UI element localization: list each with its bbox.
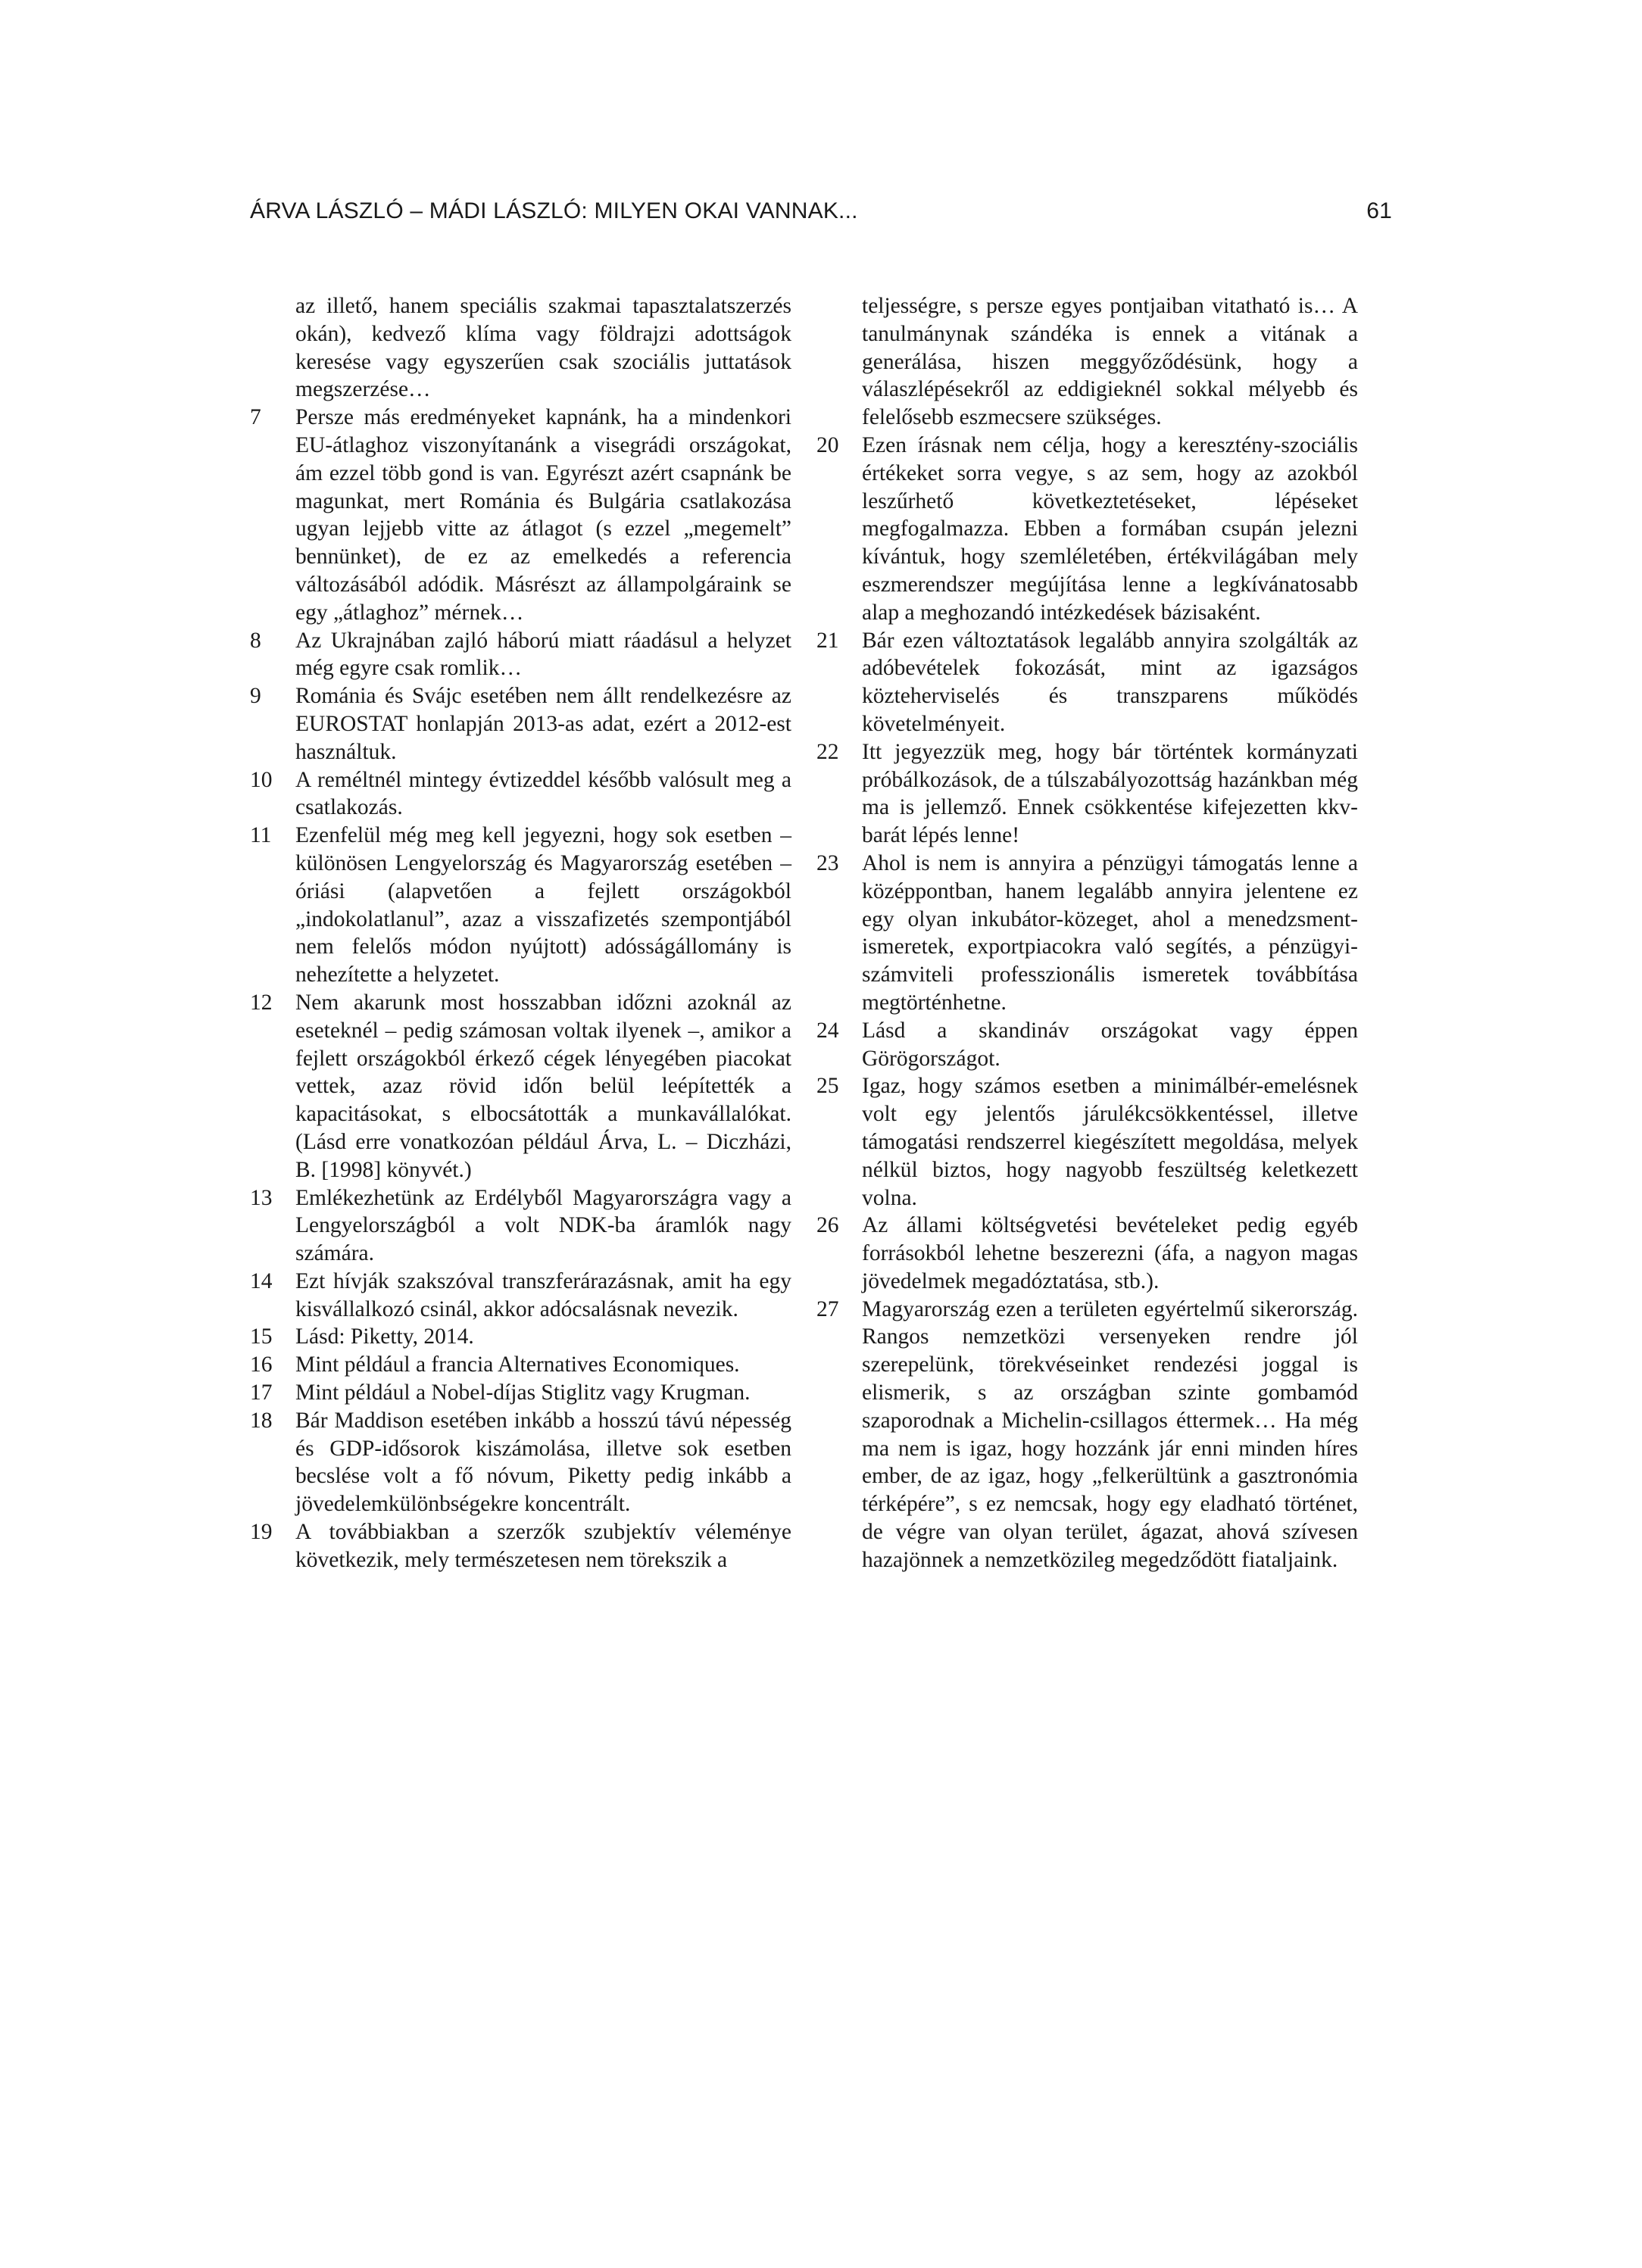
endnote-text: Itt jegyezzük meg, hogy bár történtek kormányzati próbálkozások, de a túlszabályozottság hazánkban még ma is jellemző. Ennek csökkentése kifejezetten kkv-barát lépés lenne!: [862, 739, 1358, 848]
endnote-23: [816, 850, 1358, 1017]
endnote-21: [816, 627, 1358, 738]
endnote-text: A reméltnél mintegy évtizeddel később valósult meg a csatlakozás.: [295, 767, 791, 820]
endnote-11: [250, 822, 791, 989]
endnote-text: Az Ukrajnában zajló háború miatt ráadásul a helyzet még egyre csak romlik…: [295, 628, 791, 681]
endnote-25: [816, 1072, 1358, 1212]
endnote-text: Magyarország ezen a területen egyértelmű sikerország. Rangos nemzetközi versenyeken rendre jól szerepelünk, törekvéseinket rendezési joggal is elismerik, s az országban szinte gombamód szaporodnak a Michelin-csillagos éttermek… Ha még ma nem is igaz, hogy hozzánk jár enni minden híres ember, de az igaz, hogy „felkerültünk a gasztronómia térképére”, s ez nemcsak, hogy egy eladható történet, de végre van olyan terület, ágazat, ahová szívesen hazajönnek a nemzetközileg megedződött fiataljaink.: [862, 1296, 1358, 1572]
endnote-number: 8: [250, 628, 261, 653]
endnote-7: [250, 404, 791, 626]
endnote-8: [250, 627, 791, 683]
endnote-number: 15: [250, 1324, 273, 1349]
endnote-number: 21: [816, 628, 839, 653]
endnote-number: 20: [816, 432, 839, 457]
endnote-number: 16: [250, 1352, 273, 1377]
endnote-10: [250, 766, 791, 822]
endnote-number: 26: [816, 1213, 839, 1238]
endnote-12: [250, 989, 791, 1184]
endnote-number: 22: [816, 739, 839, 764]
endnote-text: Emlékezhetünk az Erdélyből Magyarországra vagy a Lengyelországból a volt NDK-ba áramlók nagy számára.: [295, 1185, 791, 1266]
right-column: [816, 292, 1358, 1574]
endnote-number: 14: [250, 1268, 273, 1293]
endnote-text: A továbbiakban a szerzők szubjektív véleménye következik, mely természetesen nem törekszik a: [295, 1520, 791, 1572]
endnote-number: 7: [250, 405, 261, 430]
left-column: [250, 292, 791, 1574]
endnote-16: [250, 1351, 791, 1379]
endnote-number: 27: [816, 1296, 839, 1321]
endnote-number: 11: [250, 823, 272, 848]
endnote-number: 19: [250, 1520, 273, 1545]
endnote-9: [250, 682, 791, 766]
endnote-15: [250, 1323, 791, 1351]
endnote-number: 13: [250, 1185, 273, 1210]
endnote-22: [816, 738, 1358, 850]
endnote-number: 12: [250, 990, 273, 1015]
running-title: ÁRVA LÁSZLÓ – MÁDI LÁSZLÓ: MILYEN OKAI VANNAK...: [250, 198, 858, 223]
endnote-text: Ezt hívják szakszóval transzferárazásnak, amit ha egy kisvállalkozó csinál, akkor adócsalásnak nevezik.: [295, 1268, 791, 1321]
endnote-14: [250, 1268, 791, 1324]
endnote-continuation: [250, 292, 791, 404]
endnote-text: Románia és Svájc esetében nem állt rendelkezésre az EUROSTAT honlapján 2013-as adat, ezért a 2012-est használtuk.: [295, 684, 791, 764]
endnote-text: Bár Maddison esetében inkább a hosszú távú népesség és GDP-idősorok kiszámolása, illetve sok esetben becslése volt a fő nóvum, Piketty pedig inkább a jövedelemkülönbségekre koncentrált.: [295, 1408, 791, 1517]
page-header: [250, 198, 1392, 236]
endnote-number: 24: [816, 1018, 839, 1043]
endnote-13: [250, 1184, 791, 1268]
endnote-text: Lásd a skandináv országokat vagy éppen Görögországot.: [862, 1018, 1358, 1071]
endnote-26: [816, 1212, 1358, 1295]
endnote-17: [250, 1379, 791, 1407]
endnote-number: 9: [250, 684, 261, 709]
endnote-19: [250, 1518, 791, 1574]
endnote-text: Igaz, hogy számos esetben a minimálbér-emelésnek volt egy jelentős járulékcsökkentéssel, illetve támogatási rendszerrel kiegészített megoldása, melyek nélkül biztos, hogy nagyobb feszültség keletkezett volna.: [862, 1074, 1358, 1210]
endnote-continuation: [816, 292, 1358, 432]
endnote-text: Ahol is nem is annyira a pénzügyi támogatás lenne a középpontban, hanem legalább annyira jelentene ez egy olyan inkubátor-közeget, ahol a menedzsment-ismeretek, exportpiacokra való segítés, a pénzügyi-számviteli professzionális ismeretek továbbítása megtörténhetne.: [862, 850, 1358, 1015]
endnote-number: 25: [816, 1074, 839, 1099]
endnote-number: 17: [250, 1380, 273, 1405]
endnote-text: Lásd: Piketty, 2014.: [295, 1324, 474, 1349]
endnote-text: Ezenfelül még meg kell jegyezni, hogy sok esetben – különösen Lengyelország és Magyarország esetében – óriási (alapvetően a fejlett országokból „indokolatlanul”, azaz a visszafizetés szempontjából nem felelős módon nyújtott) adósságállomány is nehezítette a helyzetet.: [295, 823, 791, 987]
endnote-text: Mint például a Nobel-díjas Stiglitz vagy Krugman.: [295, 1380, 751, 1405]
endnote-text: Az állami költségvetési bevételeket pedig egyéb forrásokból lehetne beszerezni (áfa, a nagyon magas jövedelmek megadóztatása, stb.).: [862, 1213, 1358, 1293]
page-number: 61: [1366, 198, 1392, 223]
endnote-27: [816, 1296, 1358, 1574]
endnote-text: Bár ezen változtatások legalább annyira szolgálták az adóbevételek fokozását, mint az igazságos közteherviselés és transzparens működés követelményeit.: [862, 628, 1358, 736]
endnote-20: [816, 432, 1358, 627]
endnote-text: az illető, hanem speciális szakmai tapasztalatszerzés okán), kedvező klíma vagy földrajzi adottságok keresése vagy egyszerűen csak szociális juttatások megszerzése…: [295, 294, 791, 402]
endnote-text: Ezen írásnak nem célja, hogy a keresztény-szociális értékeket sorra vegye, s az sem, hogy az azokból leszűrhető következtetéseket, lépéseket megfogalmazza. Ebben a formában csupán jelezni kívántuk, hogy szemléletében, értékvilágában mely eszmerendszer megújítása lenne a legkívánatosabb alap a meghozandó intézkedések bázisaként.: [862, 432, 1358, 625]
endnote-text: Mint például a francia Alternatives Economiques.: [295, 1352, 740, 1377]
endnote-24: [816, 1017, 1358, 1073]
endnote-text: teljességre, s persze egyes pontjaiban vitatható is… A tanulmánynak szándéka is ennek a vitának a generálása, hiszen meggyőződésünk, hogy a válaszlépésekről az eddigieknél sokkal mélyebb és felelősebb eszmecsere szükséges.: [862, 294, 1358, 430]
endnote-text: Persze más eredményeket kapnánk, ha a mindenkori EU-átlaghoz viszonyítanánk a visegrádi országokat, ám ezzel több gond is van. Egyrészt azért csapnánk be magunkat, mert Románia és Bulgária csatlakozása ugyan lejjebb vitte az átlagot (s ezzel „megemelt” bennünket), de ez az emelkedés a referencia változásából adódik. Másrészt az állampolgáraink se egy „átlaghoz” mérnek…: [295, 405, 791, 625]
endnote-text: Nem akarunk most hosszabban időzni azoknál az eseteknél – pedig számosan voltak ilyenek –, amikor a fejlett országokból érkező cégek lényegében piacokat vettek, azaz rövid időn belül leépítették a kapacitásokat, s elbocsátották a munkavállalókat. (Lásd erre vonatkozóan például Árva, L. – Diczházi, B. [1998] könyvét.): [295, 990, 791, 1182]
endnote-number: 10: [250, 767, 273, 792]
endnote-number: 23: [816, 850, 839, 875]
endnote-18: [250, 1407, 791, 1518]
endnote-number: 18: [250, 1408, 273, 1433]
